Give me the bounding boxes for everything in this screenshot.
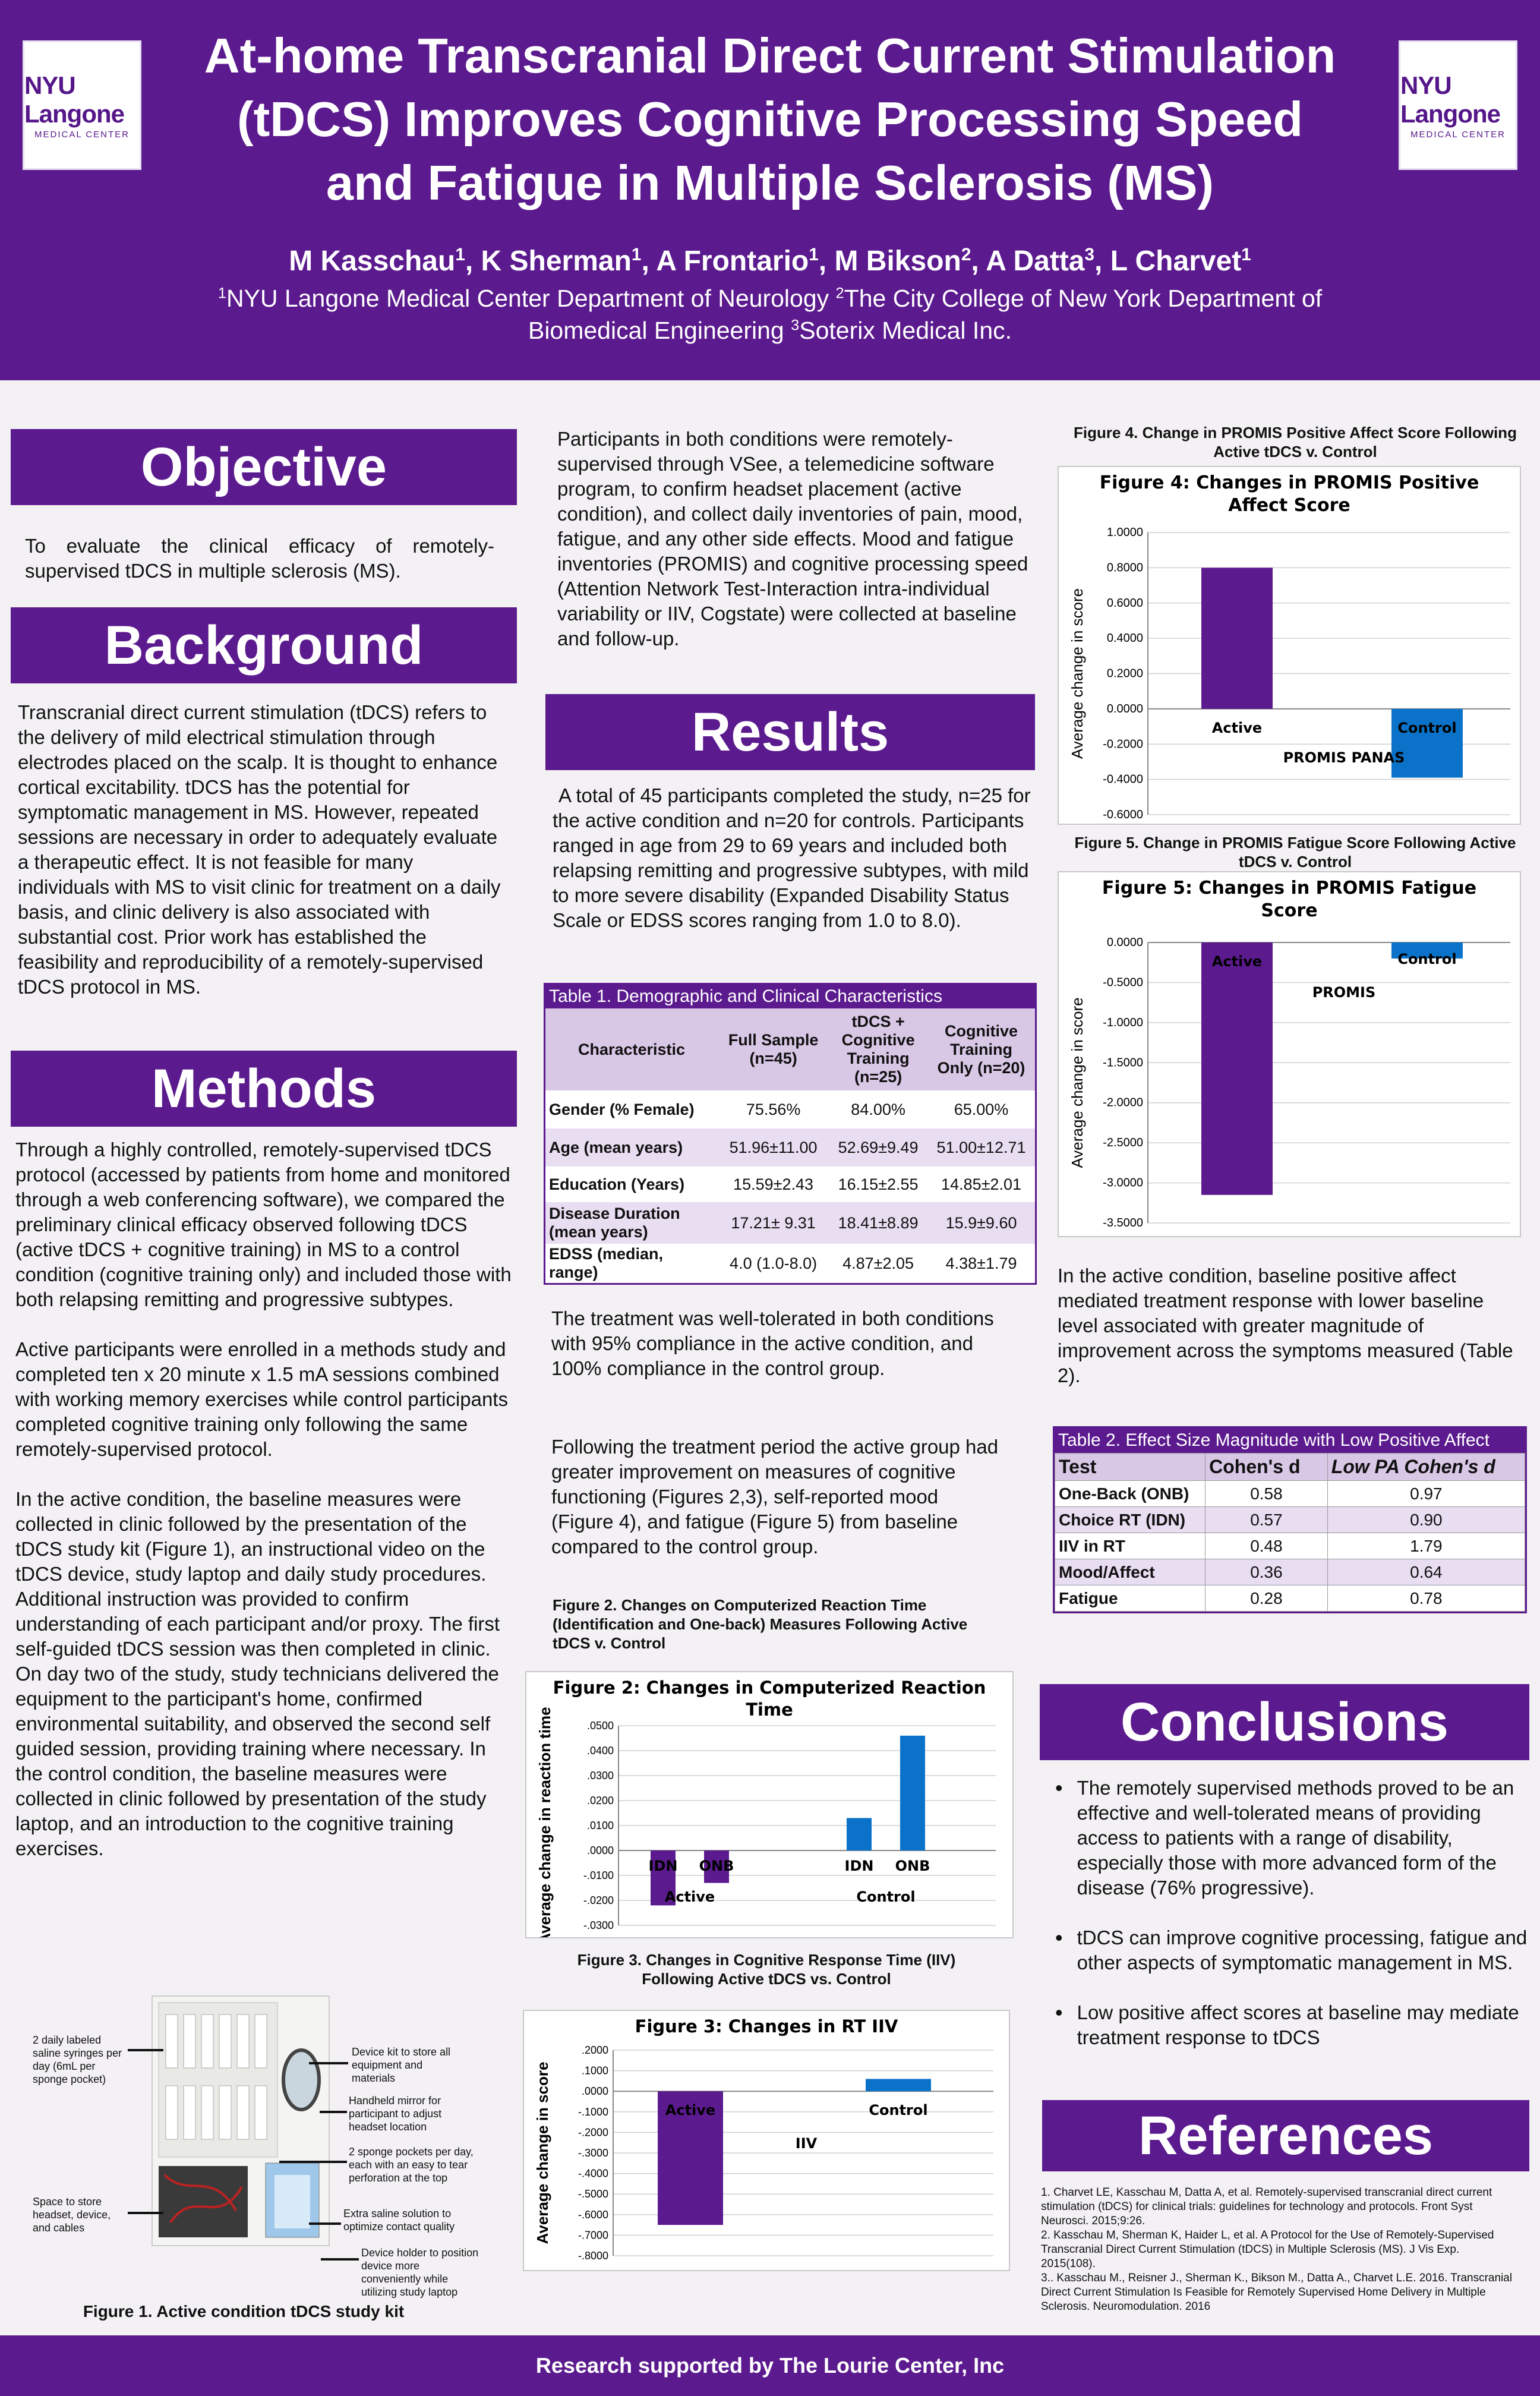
table-cell: 15.59±2.43	[733, 1175, 814, 1193]
table-cell: 0.64	[1327, 1559, 1525, 1585]
table-cell: One-Back (ONB)	[1055, 1481, 1206, 1507]
poster-title	[143, 24, 1397, 215]
table-cell: 14.85±2.01	[941, 1175, 1021, 1193]
logo-text: NYU Langone	[1400, 71, 1500, 128]
table-cell: 1.79	[1327, 1533, 1525, 1559]
table2	[1053, 1426, 1527, 1613]
y-tick-label: .0100	[586, 1820, 614, 1831]
title-line: and Fatigue in Multiple Sclerosis (MS)	[326, 155, 1214, 210]
figure3-caption: Figure 3. Changes in Cognitive Response Time (IIV) Following Active tDCS vs. Control	[577, 1951, 956, 1988]
y-tick-label: .0400	[586, 1745, 614, 1757]
author-affil-mark: 1	[1241, 245, 1251, 264]
y-tick-label: -2.0000	[1103, 1096, 1143, 1109]
affiliations	[143, 282, 1397, 346]
bullet-dot-icon: •	[1055, 1925, 1063, 1950]
table-cell: 0.48	[1206, 1533, 1328, 1559]
affiliation-text: The City College of New York Department of	[844, 285, 1323, 312]
author-affil-mark: 3	[1084, 245, 1095, 264]
table1	[544, 983, 1037, 1285]
table-cell: 0.90	[1327, 1507, 1525, 1533]
x-category-label: ONB	[895, 1858, 930, 1874]
table-cell: 4.87±2.05	[842, 1254, 914, 1272]
y-tick-label: -.0200	[583, 1894, 614, 1906]
table-header-row	[545, 1008, 1035, 1090]
table-row	[1055, 1559, 1525, 1585]
y-tick-label: -.8000	[578, 2250, 608, 2262]
figure5-chart	[1058, 871, 1521, 1237]
y-tick-label: -.2000	[578, 2126, 608, 2139]
bullet-text: tDCS can improve cognitive processing, fatigue and other aspects of symptomatic management in MS.	[1077, 1927, 1528, 1973]
figure3-svg	[524, 2011, 1009, 2270]
author-affil-mark: 1	[455, 245, 465, 264]
table-row	[1055, 1481, 1525, 1507]
table-cell: 0.78	[1327, 1585, 1525, 1612]
y-tick-label: -1.5000	[1103, 1056, 1143, 1070]
figure1-caption: Figure 1. Active condition tDCS study kit	[83, 2302, 405, 2321]
y-tick-label: -1.0000	[1103, 1016, 1143, 1029]
kit-arrow	[320, 2111, 347, 2113]
logo-text: NYU Langone	[24, 71, 124, 128]
y-tick-label: -.4000	[578, 2167, 608, 2180]
table-header-cell: Characteristic	[578, 1040, 686, 1058]
figure5-caption: Figure 5. Change in PROMIS Fatigue Score Following Active tDCS v. Control	[1074, 834, 1516, 871]
methods-text	[15, 1137, 518, 1861]
bar	[900, 1736, 925, 1850]
author-name: M Bikson	[834, 245, 961, 277]
table-row	[545, 1128, 1035, 1167]
x-group-label: Control	[856, 1889, 916, 1905]
table-cell: Age (mean years)	[549, 1138, 683, 1156]
figure3-chart	[523, 2010, 1010, 2271]
author-list: M Kasschau$^1$, K Sherman$^1$, A Frontario$^1$, M Bikson$^2$, A Datta$^3$, L Charvet$^1$	[289, 245, 1251, 277]
kit-arrow	[128, 2212, 163, 2214]
bar	[866, 2079, 931, 2091]
figure4-chart	[1058, 466, 1521, 825]
y-tick-label: .0000	[586, 1845, 614, 1856]
results-heading: Results	[545, 694, 1035, 770]
background-text: Transcranial direct current stimulation (tDCS) refers to the delivery of mild electrical stimulation through electrodes placed on the scalp. It is thought to enhance cortical excitability. tDCS has the potential for symptomatic management in MS. However, repeated sessions are necessary in order to adequately evaluate a therapeutic effect. It is not feasible for many individuals with MS to visit clinic for treatment on a daily basis, and clinic delivery is also associated with substantial cost. Prior work has established the feasibility and reproducibility of a remotely-supervised tDCS protocol in MS.	[18, 701, 501, 998]
objective-text: To evaluate the clinical efficacy of remotely-supervised tDCS in multiple sclerosis (MS).	[25, 535, 494, 582]
x-category-label: IDN	[648, 1858, 678, 1874]
kit-arrow	[309, 2222, 341, 2225]
y-tick-label: 0.0000	[1106, 936, 1143, 949]
figure4-caption: Figure 4. Change in PROMIS Positive Affect Score Following Active tDCS v. Control	[1074, 424, 1517, 461]
methods-heading: Methods	[11, 1051, 517, 1127]
affiliation-text: Soterix Medical Inc.	[799, 317, 1012, 344]
table-cell: EDSS (median, range)	[549, 1245, 664, 1281]
study-kit-photo	[152, 1995, 330, 2246]
table-cell: 51.00±12.71	[936, 1138, 1026, 1156]
affil-mark: 2	[835, 285, 844, 302]
figure2-caption: Figure 2. Changes on Computerized Reaction Time (Identification and One-back) Measures Following Active tDCS v. Control	[553, 1596, 968, 1652]
kit-label-device-holder: Device holder to position device more conveniently while utilizing study laptop	[361, 2247, 479, 2298]
figure4-svg	[1059, 467, 1520, 824]
y-tick-label: -.0100	[583, 1869, 614, 1881]
title-line: (tDCS) Improves Cognitive Processing Speed	[236, 92, 1304, 147]
kit-label-storage-space: Space to store headset, device, and cables	[33, 2196, 111, 2234]
participants-text: Participants in both conditions were remotely-supervised through VSee, a telemedicine software program, to confirm headset placement (active condition), and collect daily inventories of pain, mood, fatigue, and any other side effects. Mood and fatigue inventories (PROMIS) and cognitive processing speed (Attention Network Test-Interaction intra-individual variability or IIV, Cogstate) were collected at baseline and follow-up.	[557, 428, 1028, 650]
bar	[1201, 942, 1273, 1195]
title-line: At-home Transcranial Direct Current Stimulation	[204, 28, 1336, 83]
kit-arrow	[309, 2062, 348, 2064]
conclusions-heading: Conclusions	[1040, 1684, 1529, 1760]
y-axis-label: Average change in reaction time	[536, 1707, 554, 1937]
tolerated-text: The treatment was well-tolerated in both conditions with 95% compliance in the active condition, and 100% compliance in the control group.	[551, 1307, 994, 1379]
table-cell: 51.96±11.00	[729, 1138, 818, 1156]
kit-label-device-kit: Device kit to store all equipment and materials	[352, 2046, 451, 2084]
table-header-cell: Test	[1055, 1454, 1206, 1481]
y-tick-label: -0.6000	[1103, 808, 1143, 821]
kit-label-mirror: Handheld mirror for participant to adjust headset location	[349, 2095, 442, 2133]
nyu-langone-logo-right	[1399, 40, 1517, 170]
chart-title: Figure 5: Changes in PROMIS Fatigue	[1102, 878, 1477, 898]
table-cell: 75.56%	[746, 1100, 801, 1118]
figure2-svg	[526, 1672, 1012, 1937]
table-header-row	[1055, 1454, 1525, 1481]
table-row	[1055, 1507, 1525, 1533]
y-tick-label: 0.8000	[1106, 561, 1143, 575]
author-affil-mark: 1	[631, 245, 642, 264]
table-cell: Gender (% Female)	[549, 1100, 695, 1118]
x-category-label: PROMIS PANAS	[1283, 749, 1405, 766]
table2-title: Table 2. Effect Size Magnitude with Low Positive Affect	[1055, 1428, 1525, 1453]
list-item	[1055, 1776, 1530, 1900]
y-tick-label: .0200	[586, 1795, 614, 1807]
table-cell: Disease Duration (mean years)	[549, 1205, 680, 1241]
y-tick-label: .1000	[581, 2064, 608, 2077]
table-cell: 0.58	[1206, 1481, 1328, 1507]
chart-title: Figure 2: Changes in Computerized Reaction	[553, 1678, 986, 1698]
y-tick-label: -.5000	[578, 2188, 608, 2200]
author-name: L Charvet	[1110, 245, 1242, 277]
table-cell: Choice RT (IDN)	[1055, 1507, 1206, 1533]
table-cell: 4.38±1.79	[945, 1254, 1017, 1272]
bar	[847, 1818, 872, 1850]
table-cell: Mood/Affect	[1055, 1559, 1206, 1585]
mediated-text: In the active condition, baseline positive affect mediated treatment response with lower baseline level associated with greater magnitude of improvement across the symptoms measured (Table 2).	[1058, 1265, 1513, 1386]
kit-label-syringes: 2 daily labeled saline syringes per day (6mL per sponge pocket)	[33, 2034, 122, 2085]
table-cell: 65.00%	[954, 1100, 1009, 1118]
table-row	[545, 1167, 1035, 1202]
table-row	[545, 1244, 1035, 1283]
table-cell: Education (Years)	[549, 1175, 685, 1193]
reference-item: 1. Charvet LE, Kasschau M, Datta A, et al. Remotely-supervised transcranial direct current stimulation (tDCS) for clinical trials: guidelines for technology and protocols. Front Syst Neurosci. 2015;9:26.	[1041, 2186, 1492, 2227]
table-cell: 0.97	[1327, 1481, 1525, 1507]
y-tick-label: -0.5000	[1103, 976, 1143, 989]
table1-title: Table 1. Demographic and Clinical Characteristics	[545, 985, 1035, 1008]
figure5-svg	[1059, 872, 1520, 1236]
y-tick-label: 1.0000	[1106, 526, 1143, 539]
bullet-text: Low positive affect scores at baseline may mediate treatment response to tDCS	[1077, 2001, 1519, 2048]
y-axis-label: Average change in score	[1068, 997, 1086, 1168]
table-cell: 0.57	[1206, 1507, 1328, 1533]
table-header-cell: Full Sample (n=45)	[728, 1031, 819, 1067]
x-category-label: PROMIS	[1312, 984, 1376, 1001]
y-tick-label: -3.0000	[1103, 1176, 1143, 1190]
funding-footer: Research supported by The Lourie Center, Inc	[0, 2335, 1540, 2396]
table-cell: 18.41±8.89	[838, 1213, 919, 1232]
table-cell: 84.00%	[851, 1100, 905, 1118]
objective-heading: Objective	[11, 429, 517, 505]
reference-item: 2. Kasschau M, Sherman K, Haider L, et al. A Protocol for the Use of Remotely-Supervised Transcranial Direct Current Stimulation (tDCS) in Multiple Sclerosis (MS). J Vis Exp. 2015(108).	[1041, 2229, 1494, 2270]
methods-paragraph: In the active condition, the baseline measures were collected in clinic followed by the presentation of the tDCS study kit (Figure 1), an instructional video on the tDCS device, study laptop and daily study procedures. Additional instruction was provided to confirm understanding of each participant and/or proxy. The first self-guided tDCS session was then completed in clinic. On day two of the study, study technicians delivered the equipment to the participant's home, confirmed environmental suitability, and observed the second self guided session, providing training where necessary. In the control condition, the baseline measures were collected in clinic followed by presentation of the study laptop, and an introduction to the cognitive training exercises.	[15, 1488, 500, 1859]
table-cell: 52.69±9.49	[838, 1138, 919, 1156]
table-cell: 0.36	[1206, 1559, 1328, 1585]
author-affil-mark: 1	[809, 245, 819, 264]
table-cell: 17.21± 9.31	[731, 1213, 816, 1232]
table-cell: IIV in RT	[1055, 1533, 1206, 1559]
affiliation-text: NYU Langone Medical Center Department of Neurology	[226, 285, 836, 312]
legend-label: Control	[1397, 951, 1457, 967]
conclusions-list	[1055, 1776, 1530, 2050]
x-category-label: IDN	[844, 1858, 874, 1874]
affiliation-text: Biomedical Engineering	[528, 317, 791, 344]
legend-label: Active	[1211, 719, 1263, 736]
table-header-cell: Cognitive Training Only (n=20)	[937, 1022, 1025, 1077]
author-name: A Frontario	[656, 245, 809, 277]
figure2-chart	[525, 1671, 1014, 1938]
author-name: K Sherman	[481, 245, 632, 277]
y-axis-label: Average change in score	[534, 2061, 551, 2244]
table-cell: 4.0 (1.0-8.0)	[730, 1254, 818, 1272]
table-row	[1055, 1533, 1525, 1559]
y-tick-label: -.7000	[578, 2229, 608, 2241]
kit-label-saline: Extra saline solution to optimize contact quality	[343, 2208, 455, 2233]
nyu-langone-logo-left	[23, 40, 141, 170]
chart-title: Score	[1261, 900, 1318, 921]
kit-arrow	[279, 2161, 347, 2163]
y-tick-label: -2.5000	[1103, 1136, 1143, 1150]
legend-label: Active	[665, 2102, 716, 2119]
author-affil-mark: 2	[961, 245, 971, 264]
list-item	[1055, 2000, 1530, 2050]
y-tick-label: -.3000	[578, 2147, 608, 2159]
table-header-cell: Low PA Cohen's d	[1327, 1454, 1525, 1481]
study-kit-illustration	[153, 1997, 331, 2247]
bar	[1201, 568, 1273, 709]
y-tick-label: -0.2000	[1103, 737, 1143, 751]
kit-arrow	[321, 2258, 359, 2261]
references-heading: References	[1042, 2100, 1529, 2171]
legend-label: Control	[1397, 719, 1457, 736]
y-tick-label: -0.4000	[1103, 773, 1143, 786]
y-tick-label: .0000	[581, 2085, 608, 2098]
methods-paragraph: Through a highly controlled, remotely-supervised tDCS protocol (accessed by patients from home and monitored through a web conferencing software), we compared the preliminary clinical efficacy observed following tDCS (active tDCS + cognitive training) in MS to a control condition (cognitive training only) and included those with both relapsing remitting and progressive subtypes.	[15, 1139, 512, 1310]
x-category-label: ONB	[699, 1858, 734, 1874]
logo-subtext: MEDICAL CENTER	[1410, 129, 1506, 140]
background-heading: Background	[11, 607, 517, 683]
chart-title: Affect Score	[1228, 495, 1350, 516]
author-name: A Datta	[986, 245, 1085, 277]
bullet-dot-icon: •	[1055, 1776, 1063, 1800]
affil-mark: 1	[217, 285, 226, 302]
table2-grid	[1055, 1453, 1525, 1612]
table-header-cell: Cohen's d	[1206, 1454, 1328, 1481]
results-text: A total of 45 participants completed the study, n=25 for the active condition and n=20 for controls. Participants ranged in age from 29 to 69 years and included both relapsing remitting and progressive subtypes, with mild to more severe disability (Expanded Disability Status Scale or EDSS scores ranging from 1.0 to 8.0).	[553, 784, 1031, 931]
author-name: M Kasschau	[289, 245, 456, 277]
following-text: Following the treatment period the active group had greater improvement on measures of cognitive functioning (Figures 2,3), self-reported mood (Figure 4), and fatigue (Figure 5) from baseline compared to the control group.	[551, 1436, 999, 1558]
bullet-dot-icon: •	[1055, 2000, 1063, 2025]
y-tick-label: -.0300	[583, 1919, 614, 1931]
bullet-text: The remotely supervised methods proved to be an effective and well-tolerated means of providing access to patients with a range of disability, especially those with more advanced form of the disease (76% progressive).	[1077, 1777, 1514, 1899]
y-axis-label: Average change in score	[1068, 588, 1086, 759]
table-row	[1055, 1585, 1525, 1612]
table-header-cell: tDCS + Cognitive Training (n=25)	[841, 1013, 915, 1086]
table-row	[545, 1090, 1035, 1128]
x-category-label: IIV	[795, 2135, 818, 2152]
y-tick-label: 0.4000	[1106, 632, 1143, 645]
reference-item: 3.. Kasschau M., Reisner J., Sherman K., Bikson M., Datta A., Charvet L.E. 2016. Transcranial Direct Current Stimulation Is Feasible for Remotely Supervised Home Delivery in Multiple Sclerosis. Neuromodulation. 2016	[1041, 2272, 1513, 2313]
x-group-label: Active	[664, 1889, 715, 1905]
logo-subtext: MEDICAL CENTER	[34, 129, 130, 140]
y-tick-label: .0300	[586, 1770, 614, 1782]
kit-label-sponge-pockets: 2 sponge pockets per day, each with an easy to tear perforation at the top	[349, 2146, 474, 2184]
table-row	[545, 1202, 1035, 1244]
chart-title: Figure 4: Changes in PROMIS Positive	[1099, 472, 1479, 493]
y-tick-label: .2000	[581, 2044, 608, 2056]
chart-title: Time	[746, 1700, 793, 1720]
chart-title: Figure 3: Changes in RT IIV	[635, 2016, 898, 2036]
table-cell: 15.9±9.60	[945, 1213, 1017, 1232]
y-tick-label: -3.5000	[1103, 1216, 1143, 1229]
y-tick-label: 0.0000	[1106, 702, 1143, 715]
references-list	[1041, 2186, 1516, 2314]
y-tick-label: 0.6000	[1106, 596, 1143, 610]
y-tick-label: -.6000	[578, 2208, 608, 2221]
kit-arrow	[128, 2049, 163, 2051]
table-cell: 0.28	[1206, 1585, 1328, 1612]
y-tick-label: -.1000	[578, 2105, 608, 2118]
list-item	[1055, 1925, 1530, 1975]
table1-grid	[545, 1008, 1035, 1283]
table-cell: 16.15±2.55	[838, 1175, 919, 1193]
legend-label: Control	[869, 2102, 928, 2119]
legend-label: Active	[1211, 953, 1263, 970]
table-cell: Fatigue	[1055, 1585, 1206, 1612]
affil-mark: 3	[791, 317, 800, 334]
y-tick-label: .0500	[586, 1720, 614, 1732]
y-tick-label: 0.2000	[1106, 667, 1143, 680]
methods-paragraph: Active participants were enrolled in a methods study and completed ten x 20 minute x 1.5 mA sessions combined with working memory exercises while control participants completed cognitive training only following the same remotely-supervised protocol.	[15, 1338, 508, 1460]
